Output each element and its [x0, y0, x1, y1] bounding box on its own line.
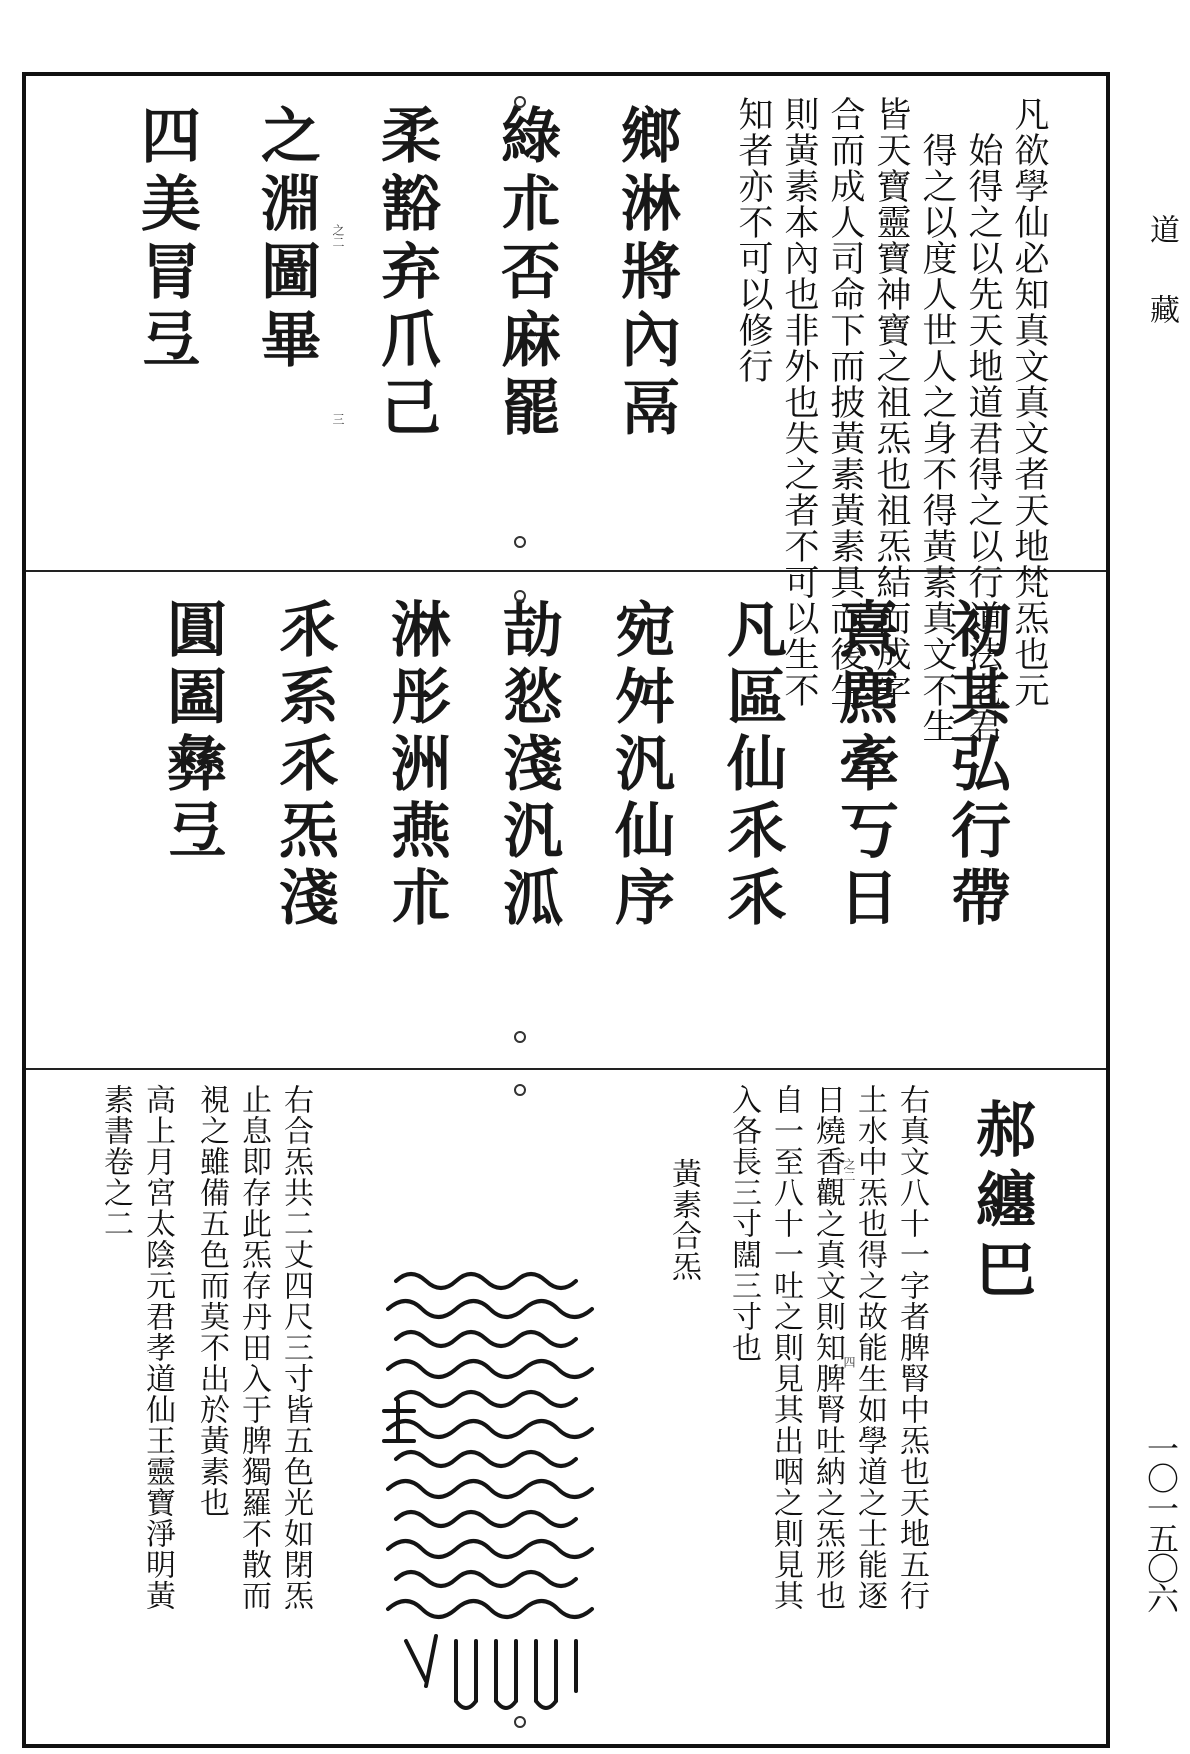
bottom-right-col-5: 入各長三寸闊三寸也 — [726, 1084, 761, 1363]
punctuation-circle — [514, 96, 526, 108]
middle-seal-col-8: 圓圔彝弖 — [157, 598, 227, 866]
top-seal-col-3: 柔豁弃爪己 — [371, 104, 441, 444]
middle-seal-col-3: 凡區仙乑乑 — [717, 598, 787, 933]
middle-seal-col-7: 乑系乑炁淺 — [269, 598, 339, 933]
punctuation-circle — [514, 1084, 526, 1096]
colophon-col-1: 高上月宮太陰元君孝道仙王靈寶淨明黃 — [140, 1084, 175, 1611]
top-seal-col-2: 綠朮否麻罷 — [491, 104, 561, 444]
section-divider-bottom — [26, 1068, 1106, 1070]
top-text-col-4: 皆天寶靈寶神寶之祖炁也祖炁結而成字 — [871, 96, 911, 708]
top-text-col-1: 凡欲學仙必知真文真文者天地梵炁也元 — [1009, 96, 1049, 708]
section-mark: 之二 — [331, 224, 345, 248]
top-seal-col-1: 鄉淋將內鬲 — [611, 104, 681, 444]
top-text-col-7: 知者亦不可以修行 — [733, 96, 773, 384]
middle-seal-col-6: 淋彤洲燕朮 — [381, 598, 451, 933]
section-mark: 四 — [842, 1356, 856, 1368]
bottom-right-col-2: 土水中炁也得之故能生如學道之士能逐 — [852, 1084, 887, 1611]
bottom-left-col-1: 右合炁共二丈四尺三寸皆五色光如閉炁 — [278, 1084, 313, 1611]
talisman-caption: 黃素合炁 — [666, 1158, 701, 1282]
bottom-left-col-3: 視之雖備五色而莫不出於黃素也 — [194, 1084, 229, 1518]
top-text-col-3: 得之以度人世人之身不得黃素真文不生 — [917, 132, 957, 744]
top-text-col-6: 則黃素本內也非外也失之者不可以生不 — [779, 96, 819, 708]
page-number: 一〇一五〇六 — [1142, 1432, 1180, 1612]
colophon-col-2: 素書卷之二 — [98, 1084, 133, 1239]
top-seal-col-4: 之淵圖畢 — [251, 104, 321, 376]
bottom-seal-title: 郝纏巴 — [966, 1098, 1036, 1308]
bottom-right-col-1: 右真文八十一字者脾腎中炁也天地五行 — [894, 1084, 929, 1611]
middle-seal-col-2: 熹麃牽丂日 — [829, 598, 899, 933]
page-frame — [22, 72, 1110, 1748]
bottom-left-col-2: 止息即存此炁存丹田入于脾獨羅不散而 — [236, 1084, 271, 1611]
section-mark: 三 — [331, 413, 345, 425]
punctuation-circle — [514, 536, 526, 548]
punctuation-circle — [514, 590, 526, 602]
bottom-right-col-3: 日燒香觀之真文則知脾腎吐納之炁形也 — [810, 1084, 845, 1611]
punctuation-circle — [514, 1716, 526, 1728]
top-text-col-5: 合而成人司命下而披黃素黃素具而後生 — [825, 96, 865, 708]
section-mark: 之二 — [842, 1158, 856, 1182]
top-text-col-2: 始得之以先天地道君得之以行道法老君 — [963, 132, 1003, 744]
middle-seal-col-4: 宛舛汎仙序 — [605, 598, 675, 933]
bottom-right-col-4: 自一至八十一吐之則見其出咽之則見其 — [768, 1084, 803, 1611]
middle-seal-col-1: 初其弘行帶 — [941, 598, 1011, 933]
punctuation-circle — [514, 1031, 526, 1043]
top-seal-col-5: 四美冐弖 — [131, 104, 201, 376]
talisman-figure — [376, 1261, 606, 1731]
middle-seal-col-5: 劼悐淺汎泒 — [493, 598, 563, 933]
collection-title: 道藏 — [1144, 214, 1179, 374]
